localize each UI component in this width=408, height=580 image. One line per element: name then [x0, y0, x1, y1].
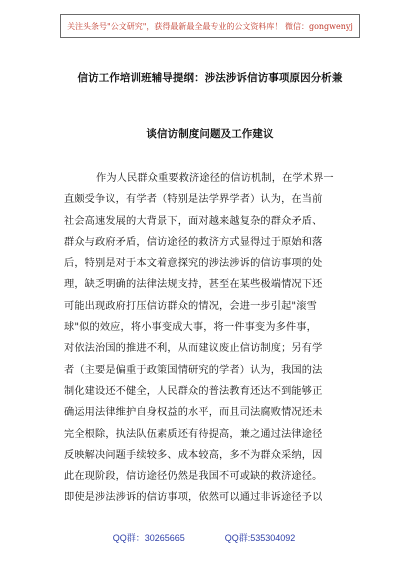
promo-banner: 关注头条号"公文研究"，获得最新最全最专业的公文资料库！ 微信：gongwenyj: [60, 14, 360, 38]
paragraph-line: 作为人民群众重要救济途径的信访机制，在学术界一: [96, 173, 334, 184]
paragraph-line: 理，缺乏明确的法律法规支持，甚至在某些极端情况下还: [64, 279, 323, 291]
paragraph-line: 制化建设还不健全，人民群众的普法教育还达不到能够正: [64, 385, 323, 397]
paragraph-line: 对依法治国的推进不利，从而建议废止信访制度；另有学: [64, 343, 323, 355]
document-title-line-2: 谈信访制度问题及工作建议: [146, 128, 274, 140]
paragraph-line: 直颇受争议，有学者（特别是法学界学者）认为，在当前: [64, 194, 323, 206]
paragraph-line: 社会高速发展的大背景下，面对越来越复杂的群众矛盾、: [64, 215, 323, 227]
document-title-line-1: 信访工作培训班辅导提纲：涉法涉诉信访事项原因分析兼: [77, 72, 343, 84]
paragraph-line: 群众与政府矛盾，信访途径的救济方式显得过于原始和落: [64, 236, 323, 248]
paragraph-line: 完全根除，执法队伍素质还有待提高，兼之通过法律途径: [64, 428, 323, 440]
paragraph-line: 者（主要是偏重于政策国情研究的学者）认为，我国的法: [64, 364, 323, 376]
paragraph-line: 后，特别是对于本文着意探究的涉法涉诉的信访事项的处: [64, 258, 323, 270]
paragraph-line: 球"似的效应，将小事变成大事，将一件事变为多件事，: [64, 322, 317, 334]
footer-qq-group-2: QQ群:535304092: [224, 533, 296, 543]
paragraph-line: 确运用法律维护自身权益的水平，而且司法腐败情况还未: [64, 407, 323, 419]
footer-contacts: [0, 531, 408, 549]
footer-qq-group-1: QQ群：30265665: [112, 533, 185, 543]
paragraph-line: 即使是涉法涉诉的信访事项，依然可以通过非诉途径予以: [64, 492, 323, 504]
paragraph-line: 此在现阶段，信访途径仍然是我国不可或缺的救济途径。: [64, 471, 323, 483]
body-paragraph: [64, 168, 354, 509]
paragraph-line: 反映解决问题手续较多、成本较高，多不为群众采纳，因: [64, 449, 323, 461]
paragraph-line: 可能出现政府打压信访群众的情况，会进一步引起"滚雪: [64, 300, 317, 312]
